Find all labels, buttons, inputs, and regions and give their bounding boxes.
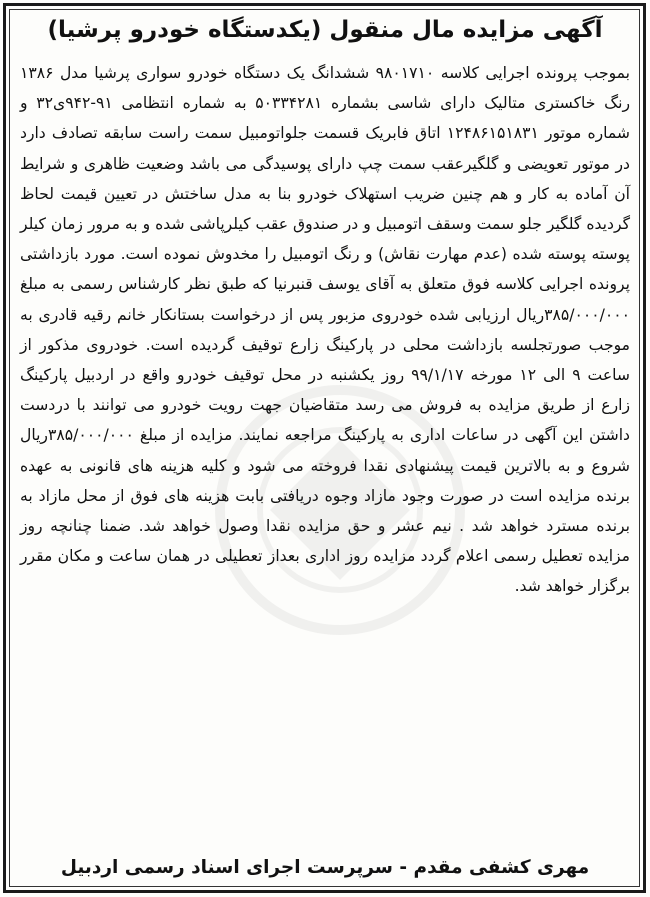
notice-body: بموجب پرونده اجرایی کلاسه ۹۸۰۱۷۱۰ ششدانگ یک دستگاه خودرو سواری پرشیا مدل ۱۳۸۶ رنگ خاکستری متالیک دارای شاسی بشماره ۵۰۳۳۴۲۸۱ به شماره انتظامی ۹۱-۹۴۲ی۳۲ و شماره موتور ۱۲۴۸۶۱۵۱۸۳۱ اتاق فابریک قسمت جلواتومبیل سمت راست سابقه تصادف دارد در موتور تعویضی و گلگیرعقب سمت چپ دارای پوسیدگی می باشد وضعیت ظاهری و شرایط آن آماده به کار و هم چنین ضریب استهلاک خودرو بنا به مدل ساختش در تعیین قیمت لحاظ گردیده گلگیر جلو سمت وسقف اتومبیل و در صندوق عقب کیلرپاشی شده و به مرور زمان کیلر پوسته پوسته شده (عدم مهارت نقاش) و رنگ اتومبیل را مخدوش نموده است. مورد بازداشتی پرونده اجرایی کلاسه فوق متعلق به آقای یوسف قنبرنیا که طبق نظر کارشناس رسمی به مبلغ ۳۸۵/۰۰۰/۰۰۰ریال ارزیابی شده خودروی مزبور پس از درخواست بستانکار خانم رقیه قادری به موجب صورتجلسه بازداشت محلی در پارکینگ زارع توقیف گردیده است. خودروی مذکور از ساعت ۹ الی ۱۲ مورخه ۹۹/۱/۱۷ روز یکشنبه در محل توقیف خودرو واقع در اردبیل پارکینگ زارع از طریق مزایده به فروش می رسد متقاضیان جهت رویت خودرو می توانند با دردست داشتن این آگهی در ساعات اداری به پارکینگ مراجعه نمایند. مزایده از مبلغ ۳۸۵/۰۰۰/۰۰۰ریال شروع و به بالاترین قیمت پیشنهادی نقدا فروخته می شود و کلیه هزینه های قانونی به عهده برنده مزایده است در صورت وجود مازاد وجوه دریافتی بابت هزینه های فوق از محل مازاد به برنده مسترد خواهد شد . نیم عشر و حق مزایده نقدا وصول خواهد شد. ضمنا چنانچه روز مزایده تعطیل رسمی اعلام گردد مزایده روز اداری بعداز تعطیلی در همان ساعت و مکان مقرر برگزار خواهد شد. [20, 64, 630, 596]
notice-signature: مهری کشفی مقدم - سرپرست اجرای اسناد رسمی اردبیل [60, 857, 590, 878]
notice-title: آگهی مزایده مال منقول (یکدستگاه خودرو پرشیا) [47, 17, 603, 43]
